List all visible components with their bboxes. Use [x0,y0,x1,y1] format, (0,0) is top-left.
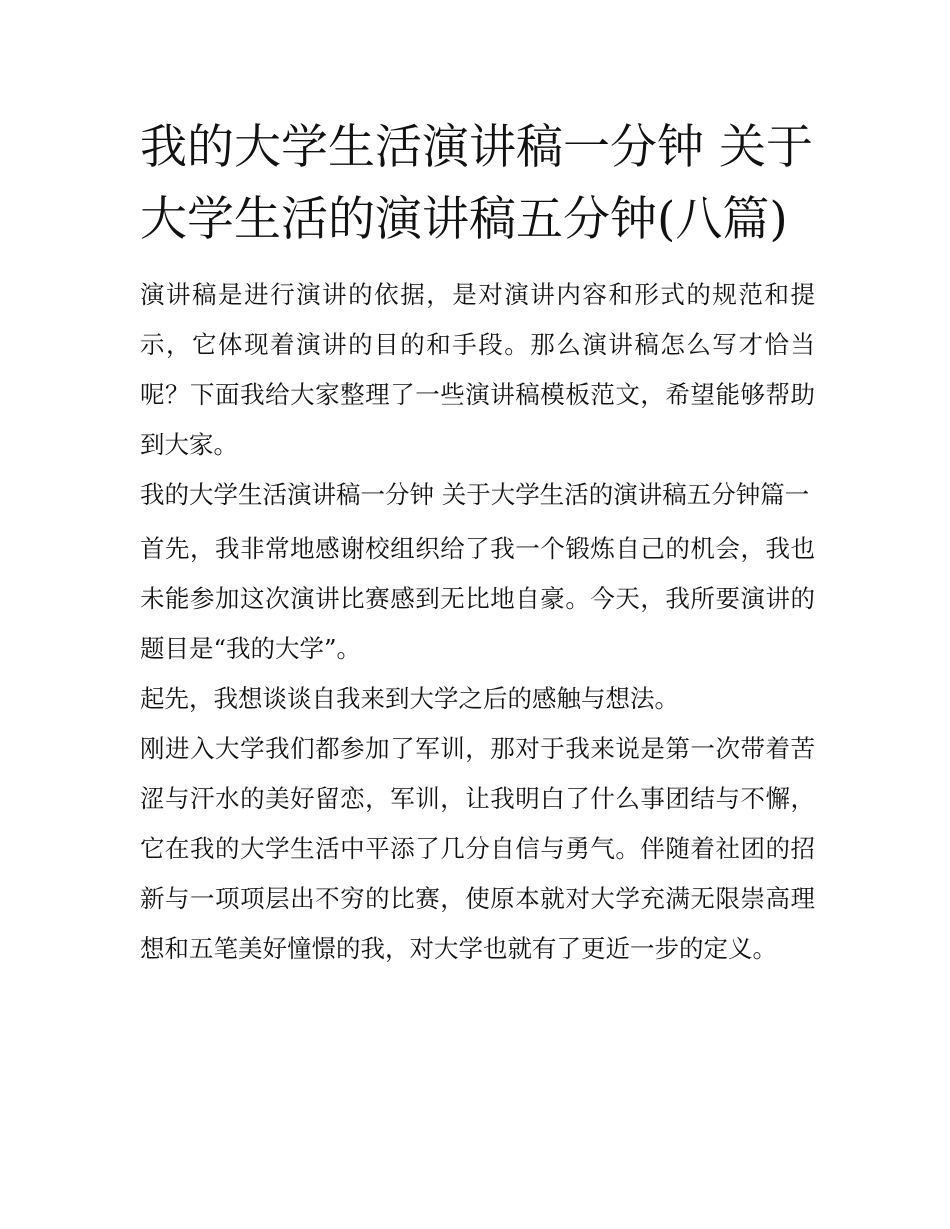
document-page [140,112,815,974]
body-paragraph-3: 刚进入大学我们都参加了军训，那对于我来说是第一次带着苦涩与汗水的美好留恋，军训，让我明白了什么事团结与不懈，它在我的大学生活中平添了几分自信与勇气。伴随着社团的招新与一项项层出不穷的比赛，使原本就对大学充满无限崇高理想和五笔美好憧憬的我，对大学也就有了更近一步的定义。 [140,734,815,963]
body-paragraph-2: 起先，我想谈谈自我来到大学之后的感触与想法。 [140,684,679,713]
intro-paragraph: 演讲稿是进行演讲的依据，是对演讲内容和形式的规范和提示，它体现着演讲的目的和手段。那么演讲稿怎么写才恰当呢？下面我给大家整理了一些演讲稿模板范文，希望能够帮助到大家。 [140,280,815,459]
body-paragraph-1: 首先，我非常地感谢校组织给了我一个锻炼自己的机会，我也未能参加这次演讲比赛感到无比地自豪。今天，我所要演讲的题目是“我的大学”。 [140,534,815,663]
document-title: 我的大学生活演讲稿一分钟 关于大学生活的演讲稿五分钟(八篇) [140,120,813,247]
section-heading: 我的大学生活演讲稿一分钟 关于大学生活的演讲稿五分钟篇一 [140,480,810,509]
